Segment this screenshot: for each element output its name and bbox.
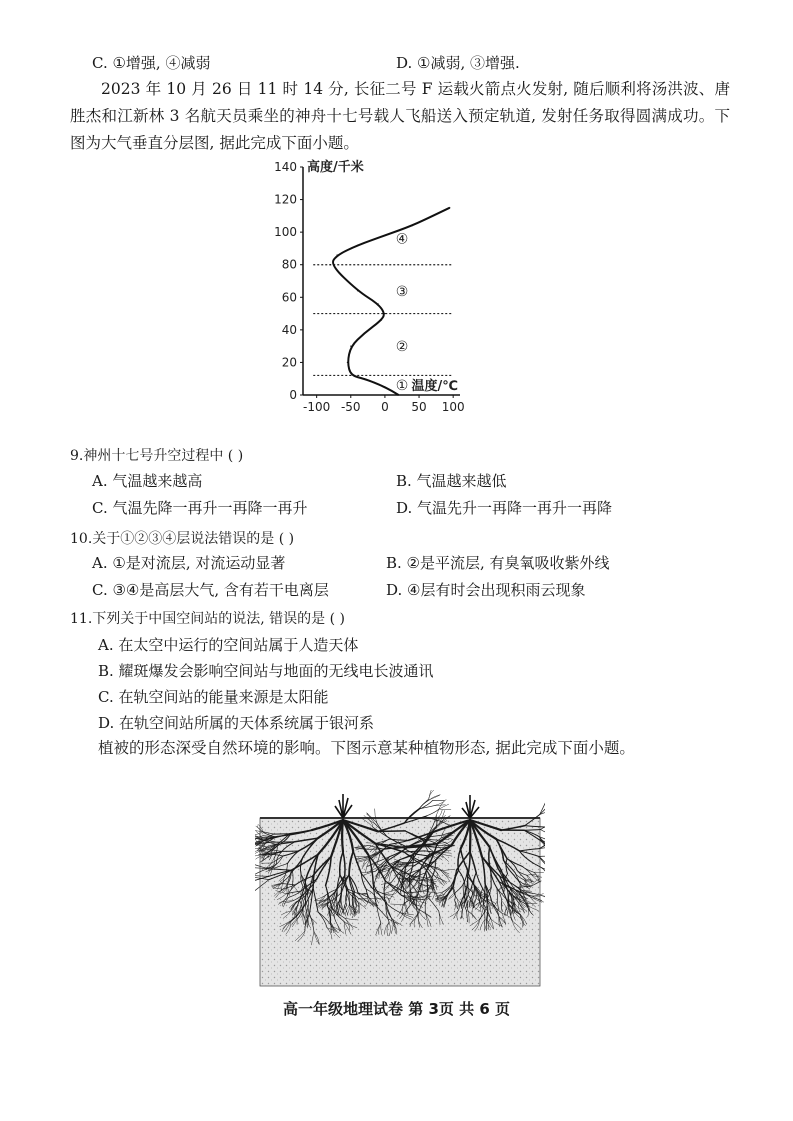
curve-point — [364, 378, 365, 379]
q11-option-c: C. 在轨空间站的能量来源是太阳能 — [98, 688, 329, 706]
layer-label: ② — [395, 339, 409, 356]
curve-point — [449, 207, 450, 208]
curve-point — [364, 333, 365, 334]
q9-option-d: D. 气温先升一再降一再升一再降 — [396, 499, 613, 517]
x-tick-label: 50 — [411, 400, 427, 414]
y-tick-label: 0 — [289, 388, 297, 402]
q11-option-d: D. 在轨空间站所属的天体系统属于银河系 — [98, 714, 375, 732]
prev-option-d: D. ①减弱, ③增强. — [396, 54, 520, 72]
q11-option-a: A. 在太空中运行的空间站属于人造天体 — [98, 636, 359, 654]
plant-right-shoot — [462, 795, 479, 818]
x-tick-label: 0 — [381, 400, 389, 414]
curve-point — [357, 290, 358, 291]
vegetation-intro: 植被的形态深受自然环境的影响。下图示意某种植物形态, 据此完成下面小题。 — [98, 739, 635, 757]
q10-option-c: C. ③④是高层大气, 含有若干电离层 — [92, 581, 329, 599]
layer-label: ① — [395, 378, 409, 395]
q10-option-a: A. ①是对流层, 对流运动显著 — [92, 554, 286, 572]
curve-point — [357, 245, 358, 246]
q9-option-a: A. 气温越来越高 — [92, 472, 203, 490]
q9-stem: 9.神州十七号升空过程中 ( ) — [70, 448, 244, 464]
y-tick-label: 80 — [281, 257, 297, 272]
layer-label: ④ — [395, 231, 409, 248]
curve-point — [412, 225, 413, 226]
y-axis-title: 高度/千米 — [307, 160, 364, 175]
q10-option-d: D. ④层有时会出现积雨云现象 — [386, 581, 586, 599]
q11-option-b: B. 耀斑爆发会影响空间站与地面的无线电长波通讯 — [98, 662, 434, 680]
plant-root-illustration — [255, 790, 545, 990]
curve-point — [350, 346, 351, 347]
root-branch — [425, 809, 439, 816]
y-tick-label: 120 — [274, 192, 297, 207]
root-branch — [439, 809, 451, 810]
curve-point — [381, 319, 382, 320]
y-tick-label: 20 — [281, 355, 297, 370]
y-tick-label: 100 — [274, 225, 297, 240]
prev-option-c: C. ①增强, ④减弱 — [92, 54, 211, 72]
root-branch — [430, 795, 440, 799]
q10-stem: 10.关于①②③④层说法错误的是 ( ) — [70, 531, 295, 547]
q11-stem: 11.下列关于中国空间站的说法, 错误的是 ( ) — [70, 611, 345, 627]
curve-point — [337, 254, 338, 255]
page-footer: 高一年级地理试卷 第 3页 共 6 页 — [283, 1000, 510, 1018]
curve-point — [432, 215, 433, 216]
curve-point — [347, 362, 348, 363]
q10-option-b: B. ②是平流层, 有臭氧吸收紫外线 — [386, 554, 610, 572]
curve-point — [384, 386, 385, 387]
plant-left-shoot — [335, 794, 352, 818]
atmosphere-layer-chart — [255, 155, 535, 415]
curve-point — [384, 313, 385, 314]
y-tick-label: 60 — [281, 290, 297, 305]
x-tick-label: -100 — [303, 400, 331, 414]
chart-boundaries — [313, 265, 453, 376]
chart-curve-group — [330, 207, 451, 395]
intro-paragraph: 2023 年 10 月 26 日 11 时 14 分, 长征二号 F 运载火箭点火发射, 随后顺利将汤洪波、唐胜杰和江新林 3 名航天员乘坐的神舟十七号载人飞船送入预定轨道, 发射任务取得圆满成功。下图为大气垂直分层图, 据此完成下面小题。 — [70, 80, 730, 152]
curve-point — [384, 235, 385, 236]
y-tick-label: 40 — [281, 322, 297, 337]
root-branch — [541, 830, 545, 835]
x-tick-label: -50 — [340, 400, 361, 414]
curve-point — [398, 394, 399, 395]
chart-labels — [396, 232, 409, 395]
q9-option-c: C. 气温先降一再升一再降一再升 — [92, 499, 308, 517]
x-tick-label: 100 — [441, 400, 465, 414]
layer-label: ③ — [395, 283, 409, 300]
temperature-curve — [333, 208, 450, 395]
q9-option-b: B. 气温越来越低 — [396, 472, 507, 490]
y-tick-label: 140 — [274, 160, 297, 174]
x-axis-title: 温度/℃ — [411, 379, 458, 394]
curve-point — [350, 375, 351, 376]
curve-point — [377, 303, 378, 304]
curve-point — [330, 264, 331, 265]
